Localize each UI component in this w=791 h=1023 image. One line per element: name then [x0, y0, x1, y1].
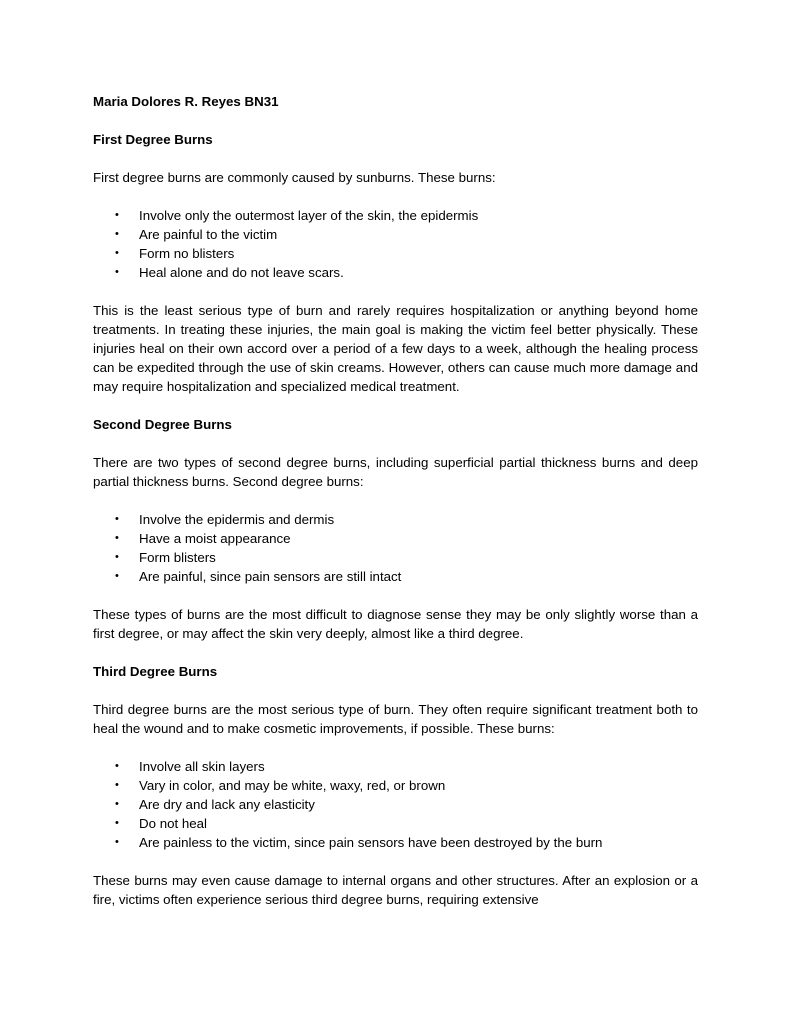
bullet-icon: •: [115, 817, 119, 829]
bullet-icon: •: [115, 570, 119, 582]
bullet-icon: •: [115, 798, 119, 810]
section-title: Second Degree Burns: [93, 417, 232, 432]
bullet-icon: •: [115, 551, 119, 563]
list-item: • Form blisters: [115, 550, 216, 565]
list-item: • Have a moist appearance: [115, 531, 291, 546]
bullet-icon: •: [115, 513, 119, 525]
bullet-icon: •: [115, 836, 119, 848]
list-item: • Involve the epidermis and dermis: [115, 512, 335, 527]
list-item: • Do not heal: [115, 816, 208, 831]
section-paragraph: This is the least serious type of burn and rarely requires hospitalization or anything beyond home treatments. In treating these injuries, the main goal is making the victim feel better physically. These injuries heal on their own accord over a period of a few days to a week, although the healing process can be expedited through the use of skin creams. However, others can cause much more damage and may require hospitalization and specialized medical treatment.: [93, 303, 698, 394]
list-item: • Involve all skin layers: [115, 759, 265, 774]
section-intro: There are two types of second degree burns, including superficial partial thickness burns and deep partial thickness burns. Second degree burns:: [93, 455, 698, 489]
bullet-list: [93, 510, 698, 586]
list-item: • Vary in color, and may be white, waxy, red, or brown: [115, 778, 446, 793]
bullet-list: [93, 206, 698, 282]
bullet-icon: •: [115, 228, 119, 240]
bullet-icon: •: [115, 247, 119, 259]
section-intro: Third degree burns are the most serious type of burn. They often require significant treatment both to heal the wound and to make cosmetic improvements, if possible. These burns:: [93, 702, 698, 736]
section-paragraph: These burns may even cause damage to internal organs and other structures. After an explosion or a fire, victims often experience serious third degree burns, requiring extensive: [93, 873, 698, 907]
bullet-icon: •: [115, 209, 119, 221]
section-intro: First degree burns are commonly caused by sunburns. These burns:: [93, 170, 496, 185]
list-item: • Involve only the outermost layer of the skin, the epidermis: [115, 208, 479, 223]
bullet-icon: •: [115, 266, 119, 278]
section-title: First Degree Burns: [93, 132, 213, 147]
list-item: • Heal alone and do not leave scars.: [115, 265, 344, 280]
bullet-icon: •: [115, 760, 119, 772]
bullet-icon: •: [115, 779, 119, 791]
section-paragraph: These types of burns are the most difficult to diagnose sense they may be only slightly worse than a first degree, or may affect the skin very deeply, almost like a third degree.: [93, 607, 698, 641]
list-item: • Form no blisters: [115, 246, 235, 261]
section-title: Third Degree Burns: [93, 664, 218, 679]
list-item: • Are dry and lack any elasticity: [115, 797, 315, 812]
list-item: • Are painful, since pain sensors are still intact: [115, 569, 402, 584]
author-line: Maria Dolores R. Reyes BN31: [93, 94, 279, 109]
document-page: [93, 92, 698, 909]
list-item: • Are painful to the victim: [115, 227, 278, 242]
list-item: • Are painless to the victim, since pain sensors have been destroyed by the burn: [115, 835, 603, 850]
bullet-list: [93, 757, 698, 852]
bullet-icon: •: [115, 532, 119, 544]
